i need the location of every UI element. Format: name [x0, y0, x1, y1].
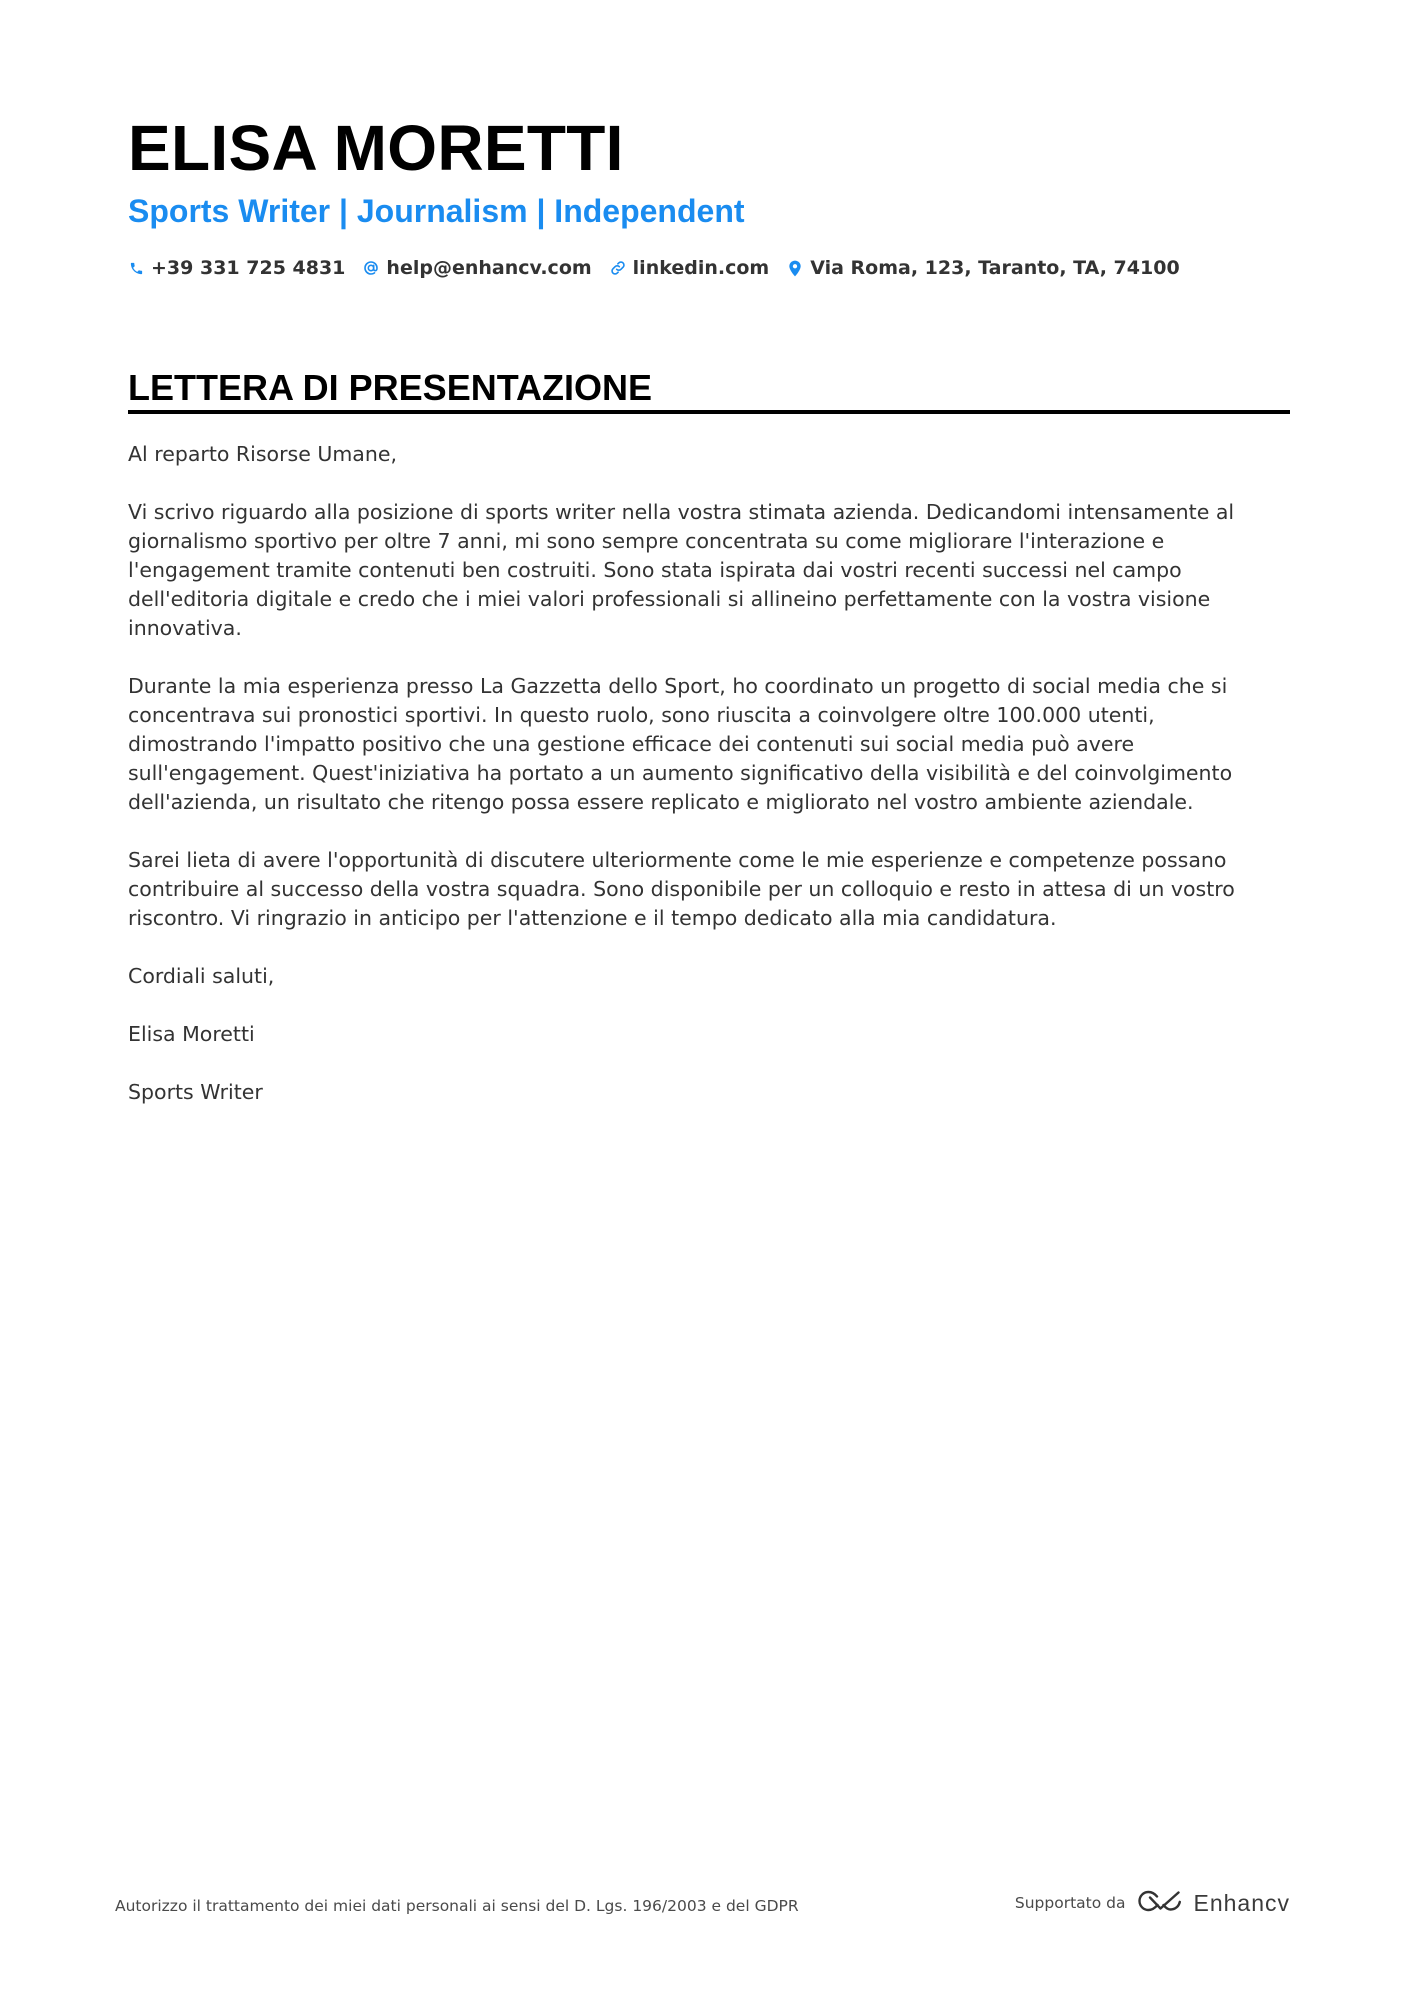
contact-phone-text: +39 331 725 4831: [151, 257, 346, 279]
letter-greeting: Al reparto Risorse Umane,: [128, 442, 397, 466]
contact-email-text: help@enhancv.com: [386, 257, 592, 279]
candidate-subtitle: Sports Writer | Journalism | Independent: [128, 193, 745, 229]
section-divider: [128, 410, 1290, 414]
enhancv-brand: [1137, 1889, 1290, 1917]
section-title: LETTERA DI PRESENTAZIONE: [128, 367, 653, 408]
contact-linkedin-text: linkedin.com: [632, 257, 770, 279]
enhancv-brand-name: Enhancv: [1193, 1890, 1290, 1916]
contact-address-text: Via Roma, 123, Taranto, TA, 74100: [810, 257, 1180, 279]
signature-title: Sports Writer: [128, 1080, 263, 1104]
letter-paragraph: Durante la mia esperienza presso La Gazzetta dello Sport, ho coordinato un progetto di social media che si concentrava sui pronostici sportivi. In questo ruolo, sono riuscita a coinvolgere oltre 100.000 utenti, dimostrando l'impatto positivo che una gestione efficace dei contenuti sui social media può avere sull'engagement. Quest'iniziativa ha portato a un aumento significativo della visibilità e del coinvolgimento dell'azienda, un risultato che ritengo possa essere replicato e migliorato nel vostro ambiente aziendale.: [128, 674, 1233, 814]
powered-by-label: Supportato da: [1014, 1894, 1126, 1912]
signature-name: Elisa Moretti: [128, 1022, 255, 1046]
powered-by: [1015, 1889, 1290, 1917]
letter-paragraph: Sarei lieta di avere l'opportunità di discutere ulteriormente come le mie esperienze e competenze possano contribuire al successo della vostra squadra. Sono disponibile per un colloquio e resto in attesa di un vostro riscontro. Vi ringrazio in anticipo per l'attenzione e il tempo dedicato alla mia candidatura.: [128, 848, 1235, 930]
contact-phone: [128, 254, 345, 282]
location-pin-icon: [787, 259, 803, 277]
enhancv-logo-icon: [1137, 1889, 1183, 1917]
phone-icon: [128, 259, 144, 277]
contact-email: [363, 254, 591, 282]
candidate-name: ELISA MORETTI: [128, 112, 624, 184]
link-icon: [610, 259, 626, 277]
contact-bar: [128, 254, 1180, 282]
letter-body: [128, 440, 1290, 1136]
letter-closing: Cordiali saluti,: [128, 964, 275, 988]
contact-linkedin: [610, 254, 770, 282]
at-sign-icon: [363, 259, 379, 277]
privacy-consent: Autorizzo il trattamento dei miei dati personali ai sensi del D. Lgs. 196/2003 e del GDPR: [115, 1897, 799, 1915]
letter-paragraph: Vi scrivo riguardo alla posizione di sports writer nella vostra stimata azienda. Dedicandomi intensamente al giornalismo sportivo per oltre 7 anni, mi sono sempre concentrata su come migliorare l'interazione e l'engagement tramite contenuti ben costruiti. Sono stata ispirata dai vostri recenti successi nel campo dell'editoria digitale e credo che i miei valori professionali si allineino perfettamente con la vostra visione innovativa.: [128, 500, 1235, 640]
contact-address: [787, 254, 1179, 282]
